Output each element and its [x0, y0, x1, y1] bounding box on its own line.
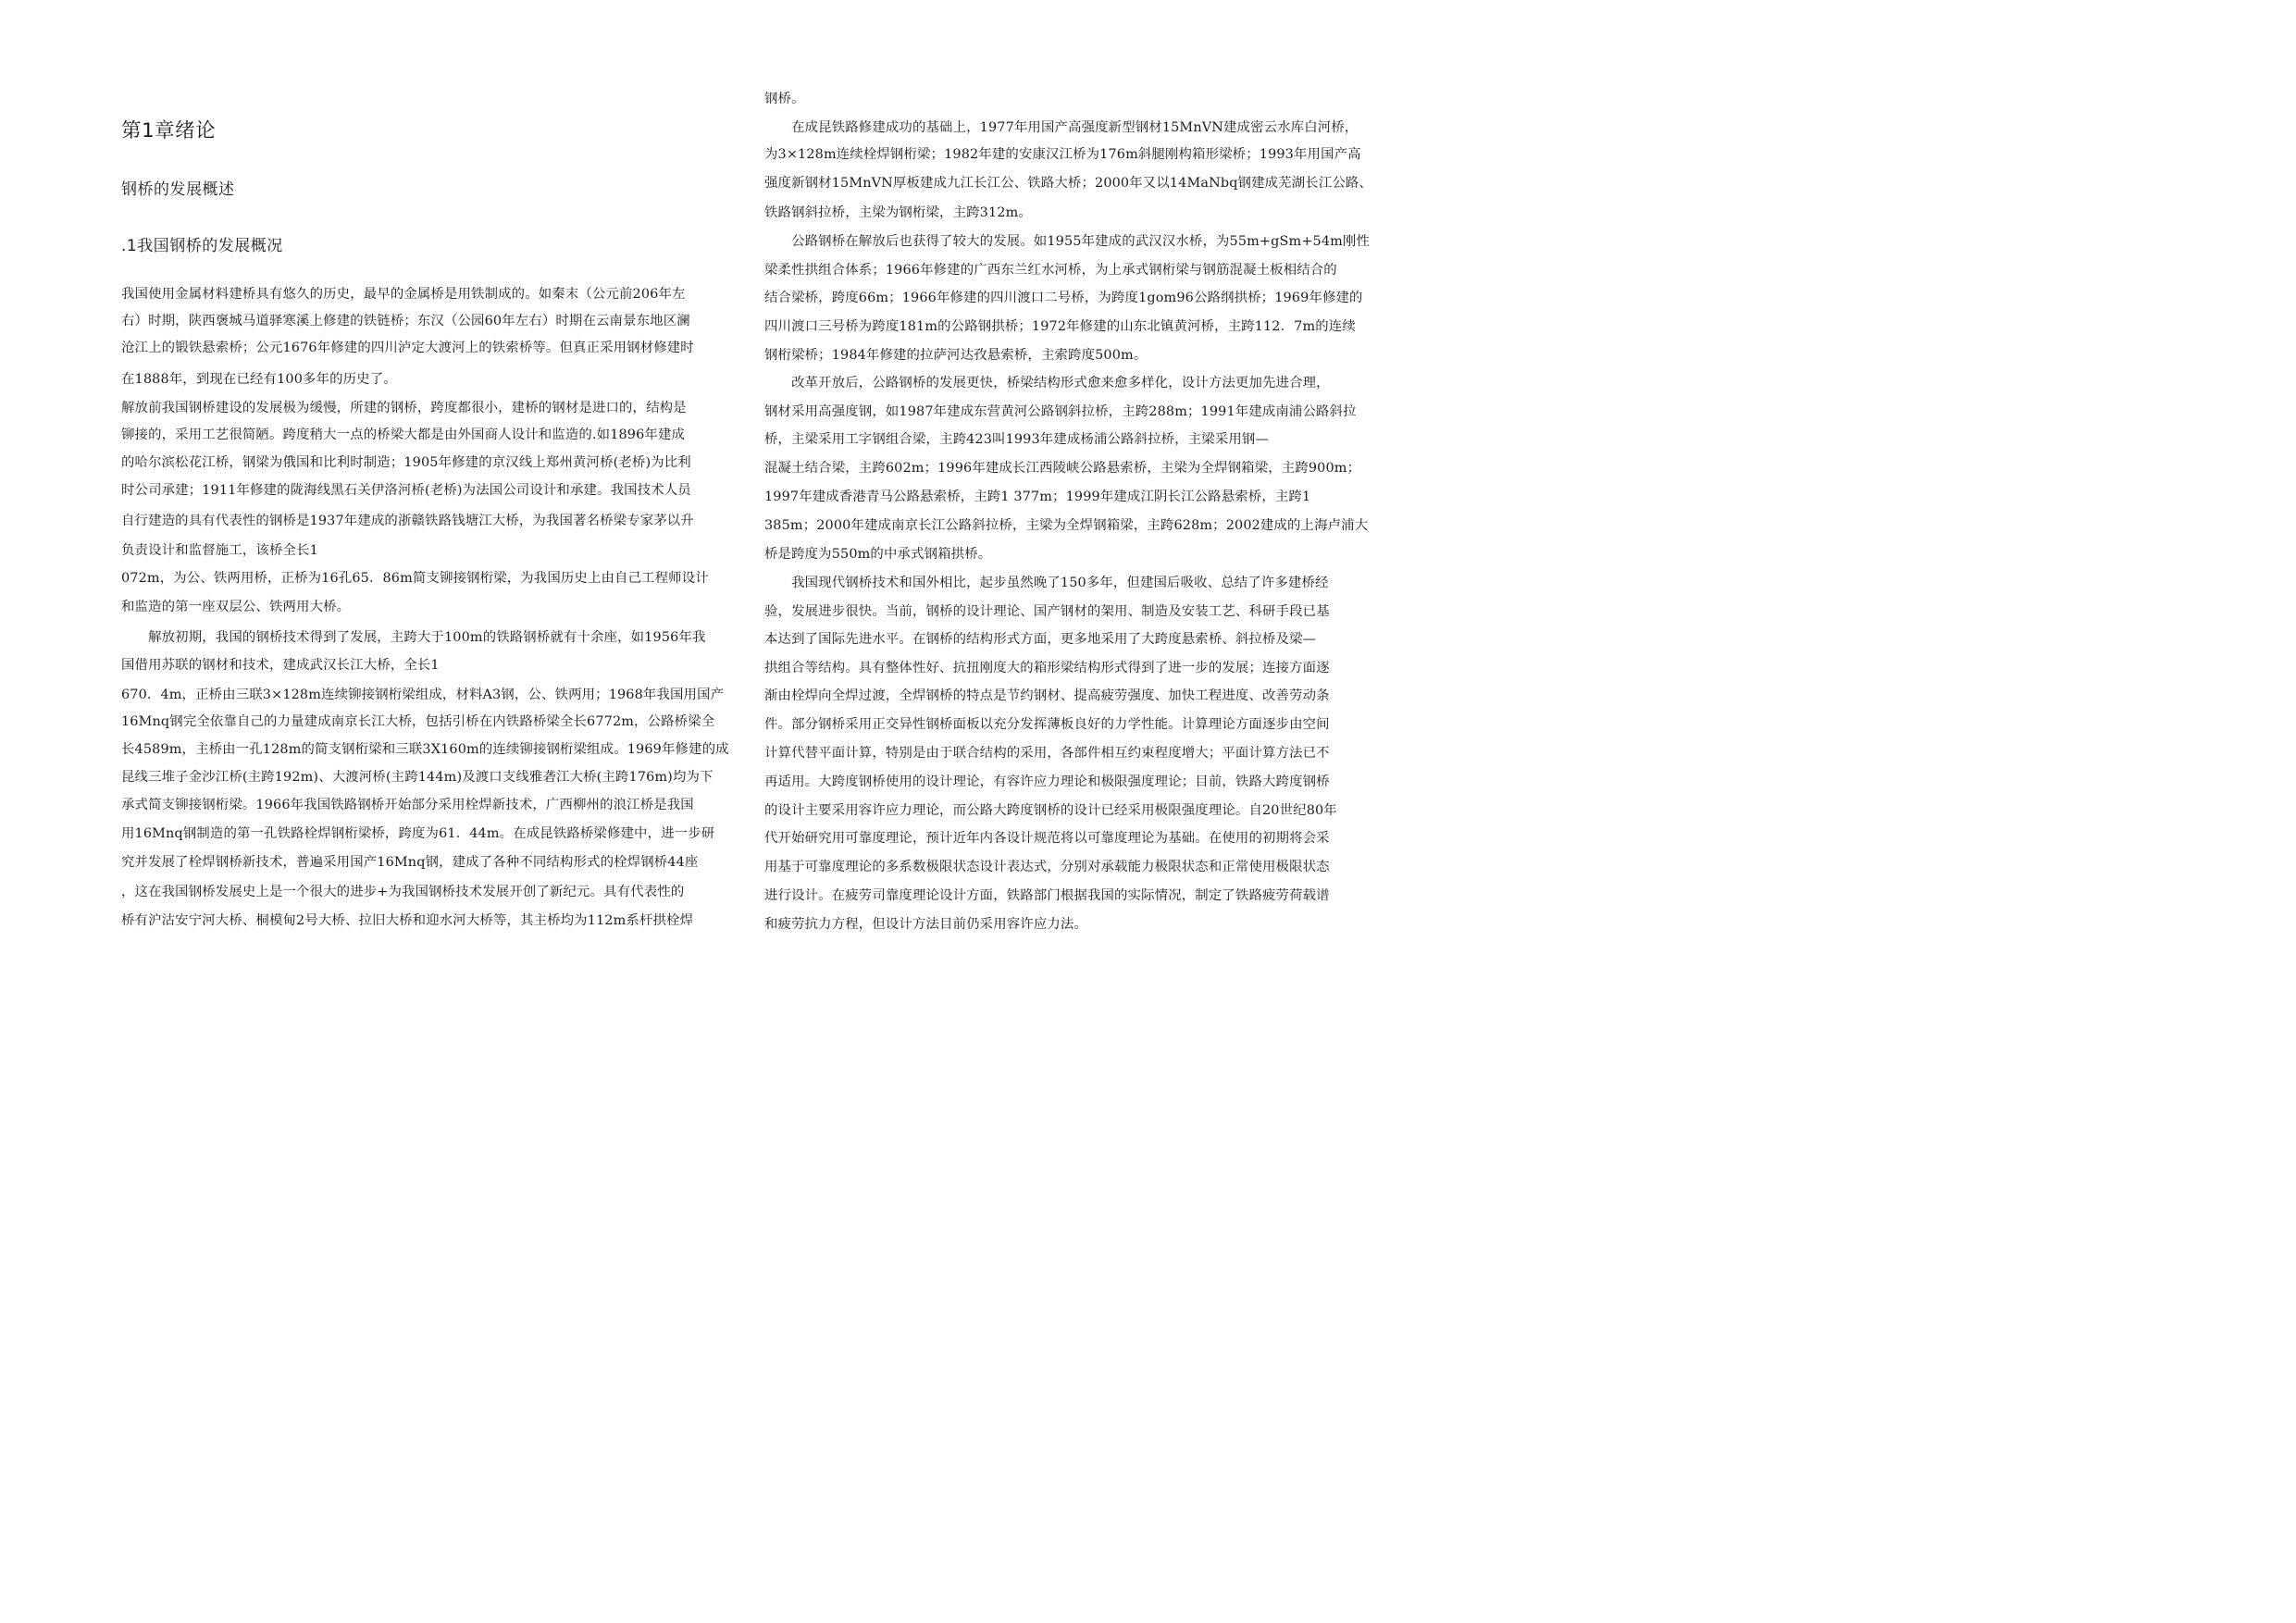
- text-line: 072m，为公、铁两用桥，正桥为16孔65．86m简支铆接钢桁梁，为我国历史上由自己工程师设计: [121, 571, 709, 586]
- text-line: 计算代替平面计算，特别是由于联合结构的采用，各部件相互约束程度增大；平面计算方法已不: [764, 746, 1330, 761]
- text-line: 用16Mnq钢制造的第一孔铁路栓焊钢桁梁桥，跨度为61．44m。在成昆铁路桥梁修建中，进一步研: [121, 826, 715, 841]
- text-line: 钢材采用高强度钢，如1987年建成东营黄河公路钢斜拉桥，主跨288m；1991年建成南浦公路斜拉: [764, 404, 1357, 419]
- text-line: 385m；2000年建成南京长江公路斜拉桥，主梁为全焊钢箱梁，主跨628m；2002建成的上海卢浦大: [764, 518, 1369, 533]
- text-line: 改革开放后，公路钢桥的发展更快，桥梁结构形式愈来愈多样化，设计方法更加先进合理，: [764, 376, 1330, 390]
- text-line: 再适用。大跨度钢桥使用的设计理论，有容许应力理论和极限强度理论；目前，铁路大跨度钢桥: [764, 774, 1330, 789]
- text-line: 梁柔性拱组合体系；1966年修建的广西东兰红水河桥，为上承式钢桁梁与钢筋混凝土板相结合的: [764, 263, 1337, 278]
- text-line: 长4589m，主桥由一孔128m的简支钢桁梁和三联3X160m的连续铆接钢桁梁组成。1969年修建的成: [121, 742, 729, 757]
- text-line: 钢桥。: [764, 92, 805, 106]
- text-line: 钢桁梁桥；1984年修建的拉萨河达孜悬索桥，主索跨度500m。: [764, 348, 1148, 363]
- text-line: 在成昆铁路修建成功的基础上，1977年用国产高强度新型钢材15MnVN建成密云水库白河桥，: [764, 120, 1359, 135]
- text-line: 16Mnq钢完全依靠自己的力量建成南京长江大桥，包括引桥在内铁路桥梁全长6772m，公路桥梁全: [121, 714, 715, 729]
- text-line: 解放初期，我国的钢桥技术得到了发展，主跨大于100m的铁路钢桥就有十余座，如1956年我: [121, 630, 706, 645]
- text-line: 国借用苏联的钢材和技术，建成武汉长江大桥，全长1: [121, 658, 440, 673]
- text-line: ，这在我国钢桥发展史上是一个很大的进步+为我国钢桥技术发展开创了新纪元。具有代表性的: [121, 885, 685, 899]
- text-line: 和疲劳抗力方程，但设计方法目前仍采用容许应力法。: [764, 917, 1087, 932]
- text-line: 670．4m，正桥由三联3×128m连续铆接钢桁梁组成，材料A3钢，公、铁两用；1968年我国用国产: [121, 688, 725, 702]
- chapter-title: 第1章绪论: [121, 119, 217, 142]
- text-line: 件。部分钢桥采用正交异性钢桥面板以充分发挥薄板良好的力学性能。计算理论方面逐步由空间: [764, 717, 1330, 732]
- text-line: 在1888年，到现在已经有100多年的历史了。: [121, 372, 397, 387]
- text-line: 强度新钢材15MnVN厚板建成九江长江公、铁路大桥；2000年又以14MaNbq钢建成芜湖长江公路、: [764, 176, 1372, 191]
- text-line: 渐由栓焊向全焊过渡，全焊钢桥的特点是节约钢材、提高疲劳强度、加快工程进度、改善劳动条: [764, 688, 1330, 703]
- text-line: 进行设计。在疲劳司靠度理论设计方面，铁路部门根据我国的实际情况，制定了铁路疲劳荷载谱: [764, 888, 1330, 903]
- text-line: 拱组合等结构。具有整体性好、抗扭刚度大的箱形梁结构形式得到了进一步的发展；连接方面逐: [764, 661, 1330, 675]
- text-line: 负责设计和监督施工，该桥全长1: [121, 543, 318, 558]
- text-line: 1997年建成香港青马公路悬索桥，主跨1 377m；1999年建成江阴长江公路悬索桥，主跨1: [764, 489, 1311, 504]
- text-line: 究并发展了栓焊钢桥新技术，普遍采用国产16Mnq钢，建成了各种不同结构形式的栓焊钢桥44座: [121, 855, 699, 870]
- text-line: 昆线三堆子金沙江桥(主跨192m)、大渡河桥(主跨144m)及渡口支线雅砻江大桥(主跨176m)均为下: [121, 770, 714, 785]
- text-line: 结合梁桥，跨度66m；1966年修建的四川渡口二号桥，为跨度1gom96公路纲拱桥；1969年修建的: [764, 291, 1363, 305]
- text-line: 我国使用金属材料建桥具有悠久的历史，最早的金属桥是用铁制成的。如秦末（公元前206年左: [121, 287, 686, 302]
- text-line: 解放前我国钢桥建设的发展极为缓慢，所建的钢桥，跨度都很小，建桥的钢材是进口的，结构是: [121, 401, 687, 415]
- text-line: 沧江上的锻铁悬索桥；公元1676年修建的四川泸定大渡河上的铁索桥等。但真正采用钢材修建时: [121, 341, 694, 355]
- text-line: 的设计主要采用容许应力理论，而公路大跨度钢桥的设计已经采用极限强度理论。自20世纪80年: [764, 803, 1337, 818]
- text-line: 的哈尔滨松花江桥，钢梁为俄国和比利时制造；1905年修建的京汉线上郑州黄河桥(老桥)为比利: [121, 455, 691, 470]
- text-line: 为3×128m连续栓焊钢桁梁；1982年建的安康汉江桥为176m斜腿刚构箱形梁桥；1993年用国产高: [764, 147, 1361, 162]
- text-line: 验，发展进步很快。当前，钢桥的设计理论、国产钢材的架用、制造及安装工艺、科研手段已基: [764, 604, 1330, 619]
- text-line: 和监造的第一座双层公、铁两用大桥。: [121, 600, 351, 614]
- text-line: 我国现代钢桥技术和国外相比，起步虽然晚了150多年，但建国后吸收、总结了许多建桥经: [764, 576, 1329, 590]
- text-line: 自行建造的具有代表性的钢桥是1937年建成的浙赣铁路钱塘江大桥，为我国著名桥梁专家茅以升: [121, 514, 694, 528]
- text-line: 桥是跨度为550m的中承式钢箱拱桥。: [764, 547, 992, 562]
- text-line: 铆接的，采用工艺很简陋。跨度稍大一点的桥梁大都是由外国商人设计和监造的.如1896年建成: [121, 427, 686, 442]
- text-line: 桥，主梁采用工字钢组合梁，主跨423叫1993年建成杨浦公路斜拉桥，主梁采用钢—: [764, 432, 1269, 447]
- section-heading: 钢桥的发展概述: [121, 180, 235, 199]
- text-line: 混凝土结合梁，主跨602m；1996年建成长江西陵峡公路悬索桥，主梁为全焊钢箱梁，主跨900m；: [764, 461, 1361, 476]
- text-line: 用基于可靠度理论的多系数极限状态设计表达式，分别对承载能力极限状态和正常使用极限状态: [764, 860, 1330, 874]
- text-line: 时公司承建；1911年修建的陇海线黑石关伊洛河桥(老桥)为法国公司设计和承建。我国技术人员: [121, 483, 691, 498]
- text-line: 本达到了国际先进水平。在钢桥的结构形式方面，更多地采用了大跨度悬索桥、斜拉桥及梁—: [764, 632, 1317, 647]
- text-line: 代开始研究用可靠度理论，预计近年内各设计规范将以可靠度理论为基础。在使用的初期将会采: [764, 831, 1330, 846]
- text-line: 右）时期，陕西褒城马道驿寒溪上修建的铁链桥；东汉（公园60年左右）时期在云南景东地区澜: [121, 314, 690, 328]
- text-line: 铁路钢斜拉桥，主梁为钢桁梁，主跨312m。: [764, 205, 1032, 220]
- text-line: 四川渡口三号桥为跨度181m的公路钢拱桥；1972年修建的山东北镇黄河桥，主跨112．7m的连续: [764, 319, 1356, 334]
- text-line: 承式简支铆接钢桁梁。1966年我国铁路钢桥开始部分采用栓焊新技术，广西柳州的浪江桥是我国: [121, 798, 694, 812]
- text-line: 公路钢桥在解放后也获得了较大的发展。如1955年建成的武汉汉水桥，为55m+gSm+54m刚性: [764, 234, 1371, 249]
- subsection-heading: .1我国钢桥的发展概况: [121, 237, 283, 255]
- text-line: 桥有沪沽安宁河大桥、桐模甸2号大桥、拉旧大桥和迎水河大桥等，其主桥均为112m系杆拱栓焊: [121, 913, 694, 928]
